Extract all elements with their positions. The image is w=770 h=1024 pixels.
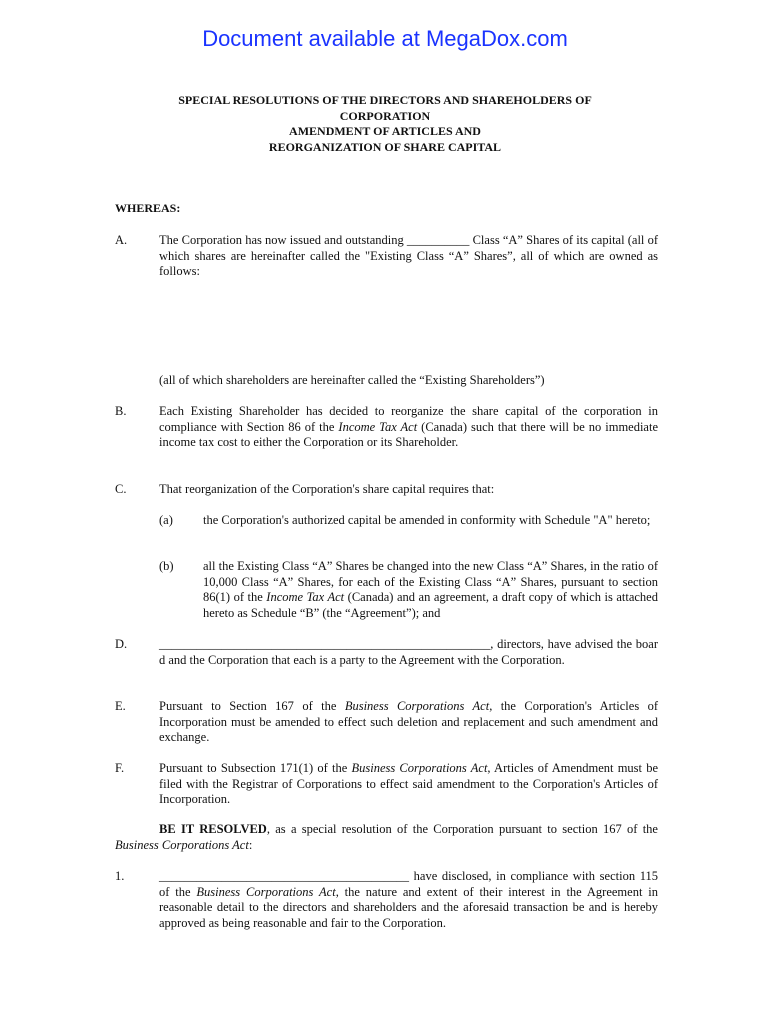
recital-a-note: (all of which shareholders are hereinafter called the “Existing Shareholders”) xyxy=(159,373,545,387)
recital-text: Pursuant to Section 167 of the Business Corporations Act, the Corporation's Articles of Incorporation must be amended to effect such deletion and replacement and such amendment and exchange. xyxy=(159,699,659,745)
whereas-heading: WHEREAS: xyxy=(115,201,181,215)
recital-label: A. xyxy=(115,233,128,247)
recital-label: D. xyxy=(115,637,128,651)
sub-label: (b) xyxy=(159,559,174,573)
resolution-text: ________________________________________ have disclosed, in compliance with section 115 of the Business Corporations Act, the nature and extent of their interest in the Agreement in reasonable detail to the directors and shareholders and the aforesaid transaction be and is hereby approved as being reasonable and fair to the Corporation. xyxy=(159,869,659,930)
resolution-label: 1. xyxy=(115,869,125,883)
recital-text: That reorganization of the Corporation's share capital requires that: xyxy=(159,482,495,496)
resolution-intro: BE IT RESOLVED, as a special resolution of the Corporation pursuant to section 167 of the Business Corporations Act: xyxy=(115,822,658,852)
document-title xyxy=(0,93,770,155)
title-line-3: AMENDMENT OF ARTICLES AND xyxy=(289,124,481,139)
megadox-banner-link[interactable]: Document available at MegaDox.com xyxy=(202,26,568,51)
recital-label: F. xyxy=(115,761,125,775)
recital-text: Each Existing Shareholder has decided to reorganize the share capital of the corporation in compliance with Section 86 of the Income Tax Act (Canada) such that there will be no immediate income tax cost to either the Corporation or its Shareholder. xyxy=(159,404,659,450)
title-line-4: REORGANIZATION OF SHARE CAPITAL xyxy=(268,139,502,154)
sub-text: all the Existing Class “A” Shares be changed into the new Class “A” Shares, in the ratio of 10,000 Class “A” Shares, for each of the Existing Class “A” Shares, pursuant to section 86(1) of the Income Tax Act (Canada) and an agreement, a draft copy of which is attached hereto as Schedule “B” (the “Agreement”); and xyxy=(203,559,658,620)
recital-label: C. xyxy=(115,482,127,496)
recital-text: The Corporation has now issued and outstanding __________ Class “A” Shares of its capital (all of which shares are hereinafter called the "Existing Class “A” Shares”, all of which are owned as follows: xyxy=(159,233,658,279)
title-line-2: CORPORATION xyxy=(339,108,431,123)
recital-label: E. xyxy=(115,699,126,713)
sub-label: (a) xyxy=(159,513,173,527)
recital-text: Pursuant to Subsection 171(1) of the Business Corporations Act, Articles of Amendment must be filed with the Registrar of Corporations to effect said amendment to the Corporation's Articles of Incorporation. xyxy=(159,761,658,807)
title-line-1: SPECIAL RESOLUTIONS OF THE DIRECTORS AND SHAREHOLDERS OF xyxy=(178,93,592,107)
sub-text: the Corporation's authorized capital be amended in conformity with Schedule "A" hereto; xyxy=(203,513,651,527)
recital-label: B. xyxy=(115,404,127,418)
recital-text: _____________________________________________________, directors, have advised the board and the Corporation that each is a party to the Agreement with the Corporation. xyxy=(159,637,658,667)
